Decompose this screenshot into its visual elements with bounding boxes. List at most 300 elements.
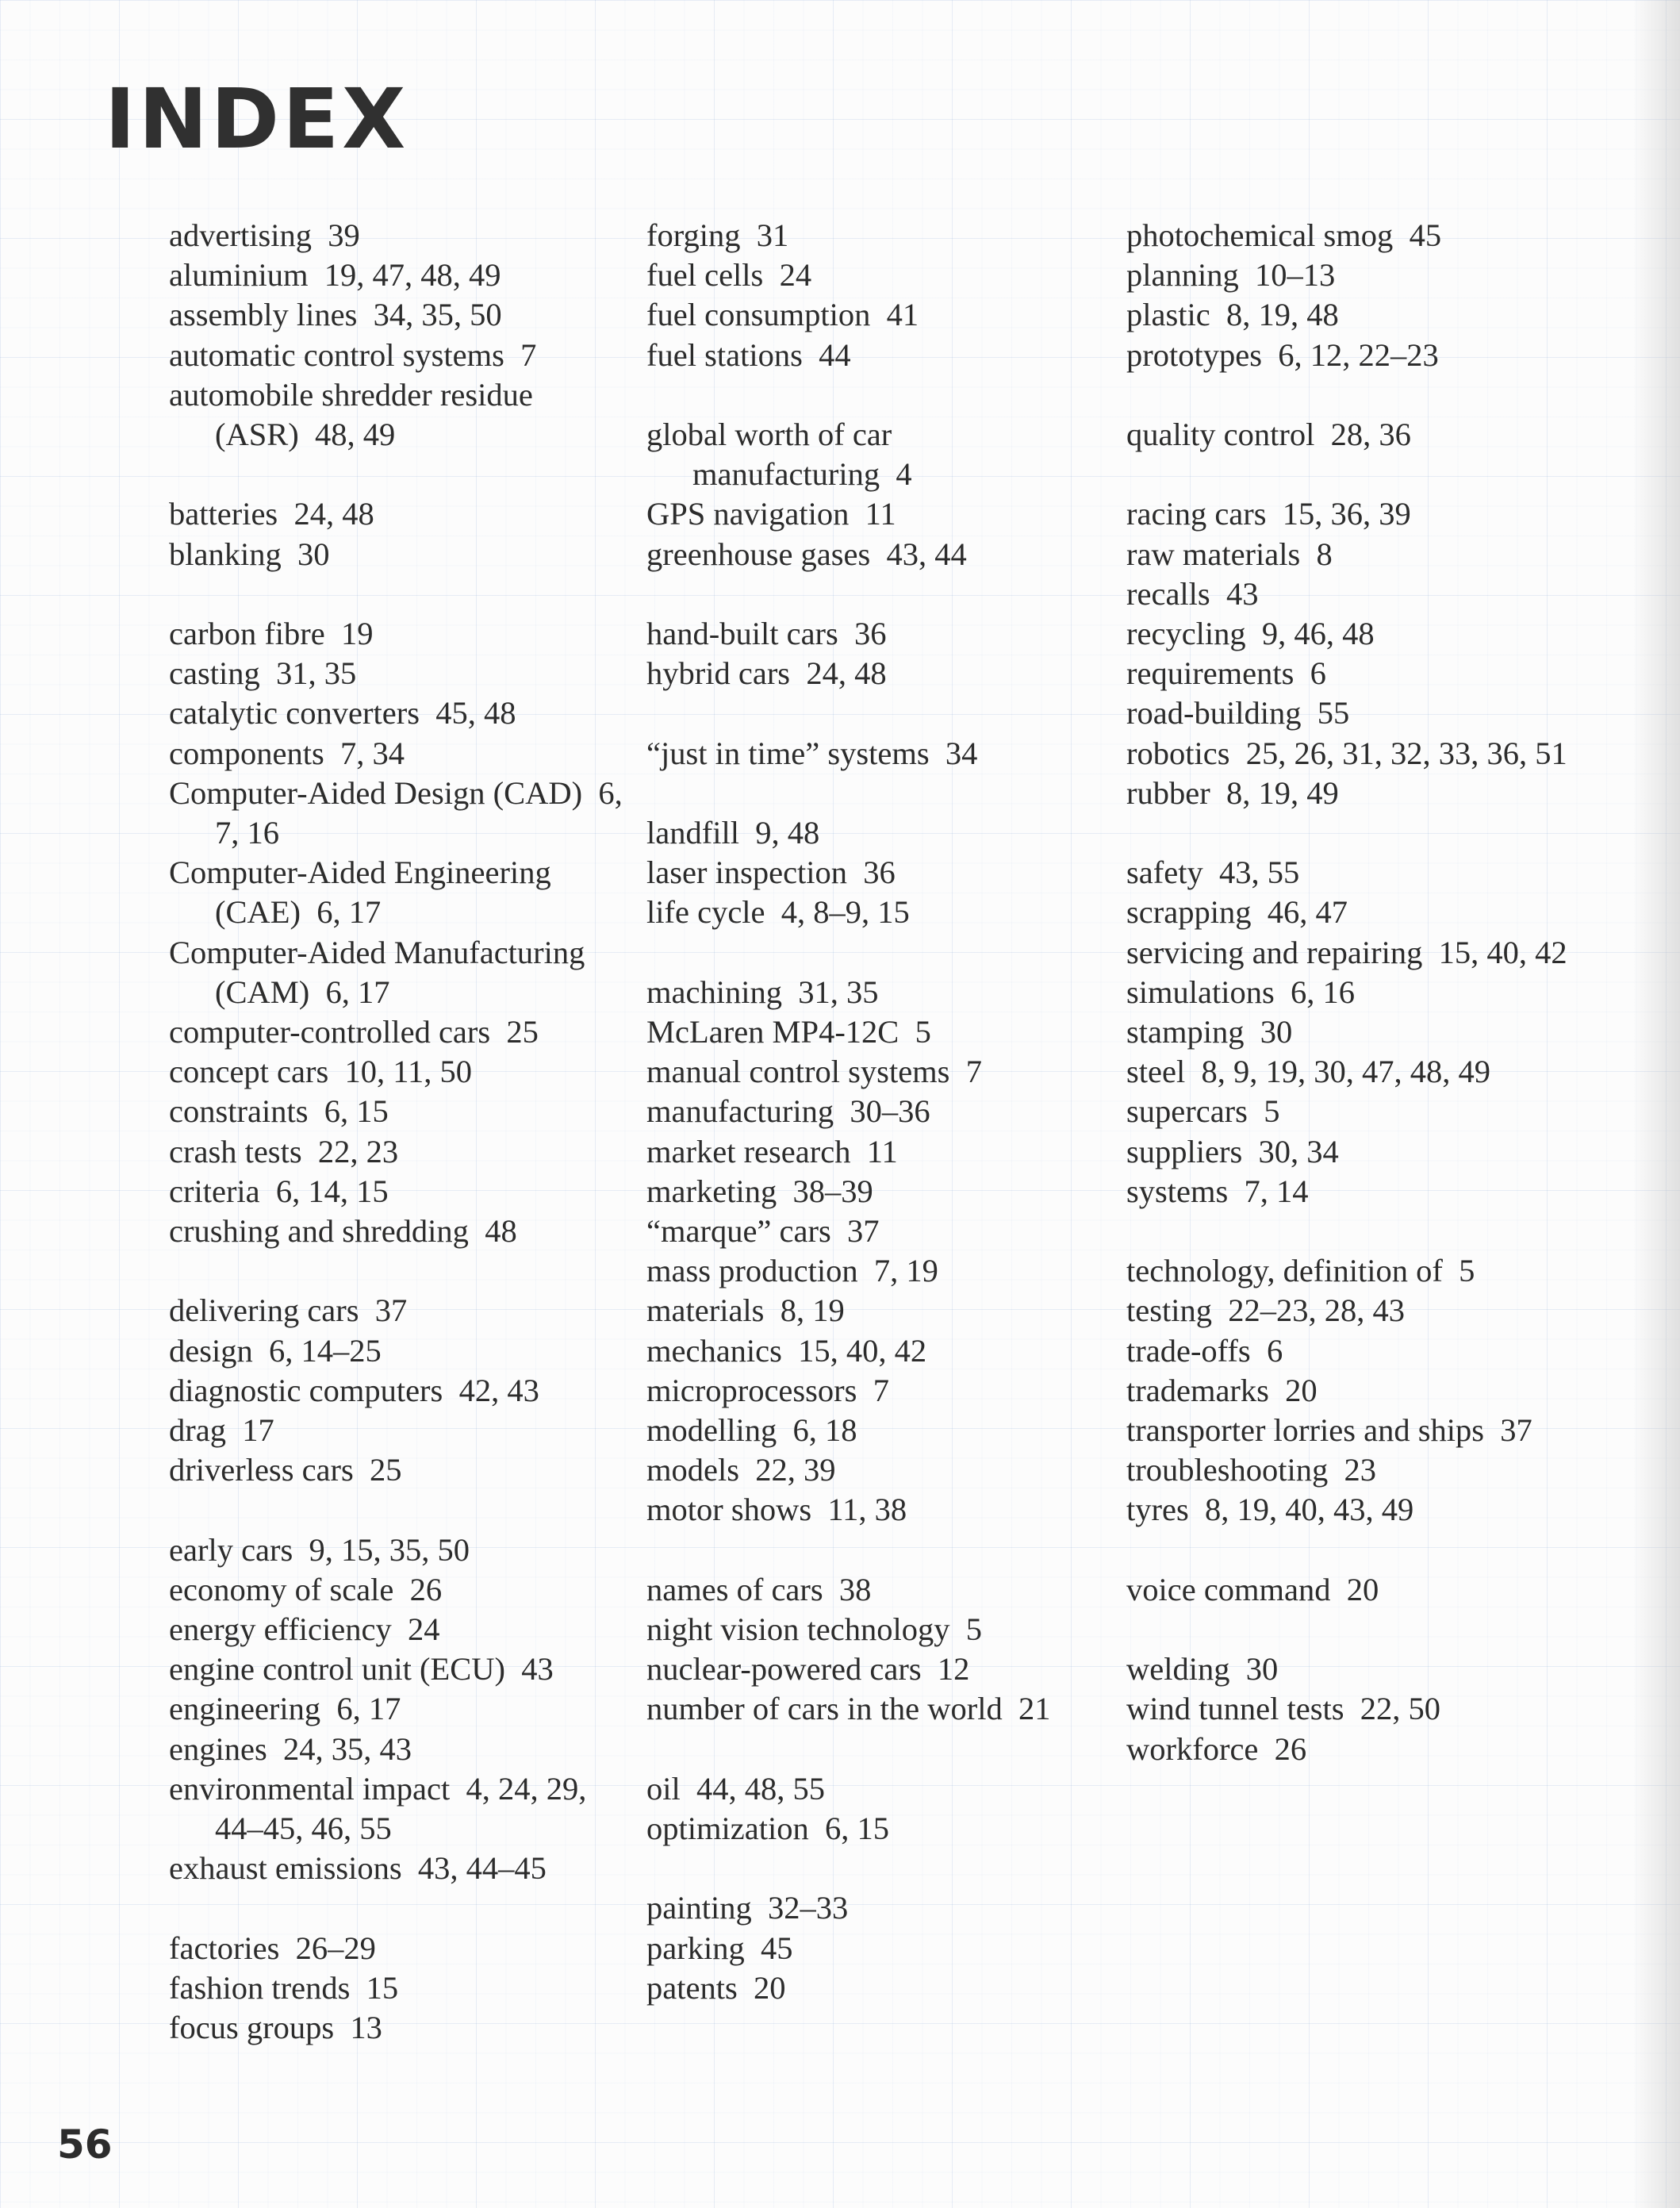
index-entry: [1126, 1172, 1602, 1212]
page-title: INDEX: [105, 71, 409, 167]
index-page-refs: 6, 16: [1291, 973, 1356, 1010]
index-term: parking: [646, 1930, 745, 1966]
index-entry: [646, 1012, 1114, 1052]
index-page-refs: 7, 19: [873, 1253, 938, 1289]
index-page-refs: 31, 35: [275, 655, 357, 692]
index-term: catalytic converters: [169, 695, 420, 732]
index-term: voice command: [1126, 1571, 1331, 1607]
index-entry: [1126, 1132, 1602, 1172]
index-entry: [169, 1331, 629, 1371]
index-term: machining: [646, 973, 782, 1010]
index-entry: [169, 853, 629, 932]
index-column-2: [646, 216, 1114, 2008]
index-term: diagnostic computers: [169, 1372, 443, 1408]
index-entry: [1126, 853, 1602, 893]
page-number: 56: [57, 2122, 113, 2168]
index-entry: [1126, 933, 1602, 973]
index-entry: [169, 535, 629, 574]
index-term: Computer-Aided Manufacturing (CAM): [169, 934, 585, 1010]
index-page-refs: 26: [1274, 1730, 1307, 1767]
index-term: scrapping: [1126, 894, 1252, 931]
index-term: nuclear-powered cars: [646, 1651, 922, 1688]
index-page-refs: 11, 38: [827, 1492, 907, 1528]
index-term: testing: [1126, 1292, 1212, 1329]
index-page-refs: 39: [328, 217, 360, 253]
index-page-refs: 17: [242, 1412, 274, 1449]
index-term: engine control unit (ECU): [169, 1651, 506, 1688]
index-page-refs: 8, 9, 19, 30, 47, 48, 49: [1201, 1054, 1490, 1090]
index-term: supercars: [1126, 1093, 1248, 1130]
index-entry: [169, 614, 629, 654]
index-term: focus groups: [169, 2010, 335, 2046]
index-page-refs: 24, 35, 43: [282, 1730, 412, 1767]
index-term: engines: [169, 1730, 267, 1767]
index-term: energy efficiency: [169, 1611, 392, 1648]
index-term: painting: [646, 1890, 752, 1926]
index-page-refs: 8, 19: [780, 1292, 845, 1329]
index-entry: [646, 1052, 1114, 1092]
index-entry: [169, 1012, 629, 1052]
index-entry: [1126, 654, 1602, 693]
index-entry: [1126, 336, 1602, 375]
index-entry: [1126, 893, 1602, 932]
index-term: McLaren MP4-12C: [646, 1013, 899, 1050]
index-entry: [169, 216, 629, 255]
index-term: microprocessors: [646, 1372, 857, 1408]
index-page-refs: 5: [1264, 1093, 1280, 1130]
index-page-refs: 24: [779, 257, 812, 294]
index-term: wind tunnel tests: [1126, 1691, 1344, 1727]
index-term: night vision technology: [646, 1611, 950, 1648]
index-term: raw materials: [1126, 536, 1301, 572]
index-term: number of cars in the world: [646, 1691, 1003, 1727]
index-term: crushing and shredding: [169, 1213, 469, 1250]
index-page-refs: 45: [760, 1930, 793, 1966]
index-page-refs: 21: [1018, 1691, 1051, 1727]
index-entry: [1126, 1649, 1602, 1689]
index-page-refs: 15, 40, 42: [1438, 934, 1567, 970]
index-term: exhaust emissions: [169, 1850, 402, 1887]
index-term: environmental impact: [169, 1770, 451, 1807]
index-entry: [169, 295, 629, 335]
index-entry: [1126, 1052, 1602, 1092]
index-entry: [169, 1929, 629, 1968]
index-term: technology, definition of: [1126, 1253, 1443, 1289]
index-entry: [169, 255, 629, 295]
index-page-refs: 7: [520, 336, 537, 373]
index-page-refs: 10, 11, 50: [344, 1054, 473, 1090]
index-page-refs: 34, 35, 50: [373, 297, 502, 333]
index-column-3: [1126, 216, 1602, 1769]
index-entry: [169, 1730, 629, 1769]
index-term: criteria: [169, 1173, 260, 1209]
index-term: road-building: [1126, 695, 1302, 732]
index-page-refs: 43, 44: [886, 536, 967, 572]
index-entry: [169, 1212, 629, 1251]
index-entry: [1126, 1411, 1602, 1450]
index-page-refs: 6, 15: [324, 1093, 389, 1130]
index-entry: [169, 1450, 629, 1490]
index-term: tyres: [1126, 1492, 1189, 1528]
index-entry: [646, 853, 1114, 893]
index-page-refs: 11: [865, 496, 896, 532]
index-entry: [1126, 1012, 1602, 1052]
index-page-refs: 20: [1285, 1372, 1318, 1408]
index-entry: [1126, 494, 1602, 534]
index-page-refs: 24, 48: [293, 496, 374, 532]
index-entry: [646, 295, 1114, 335]
index-entry: [169, 1689, 629, 1729]
index-page-refs: 38: [838, 1571, 872, 1607]
index-term: patents: [646, 1969, 738, 2006]
index-entry: [169, 1570, 629, 1610]
index-term: simulations: [1126, 973, 1275, 1010]
index-entry: [646, 1371, 1114, 1411]
index-entry: [169, 734, 629, 774]
index-term: steel: [1126, 1054, 1186, 1090]
index-entry: [1126, 1251, 1602, 1291]
index-page-refs: 30–36: [850, 1093, 930, 1130]
index-term: systems: [1126, 1173, 1229, 1209]
index-entry: [169, 1092, 629, 1131]
index-term: fashion trends: [169, 1969, 351, 2006]
index-term: aluminium: [169, 257, 309, 294]
index-term: “marque” cars: [646, 1213, 831, 1249]
index-page-refs: 28, 36: [1330, 417, 1411, 452]
index-page-refs: 36: [863, 854, 896, 891]
index-term: suppliers: [1126, 1133, 1243, 1169]
index-page-refs: 6, 18: [792, 1412, 857, 1449]
index-term: motor shows: [646, 1492, 812, 1528]
index-page-refs: 19: [341, 616, 374, 651]
index-page-refs: 26–29: [295, 1930, 376, 1966]
index-term: workforce: [1126, 1730, 1259, 1767]
index-term: racing cars: [1126, 496, 1267, 532]
index-entry: [169, 774, 629, 853]
index-entry: [646, 1929, 1114, 1968]
index-entry: [169, 1411, 629, 1450]
index-entry: [646, 494, 1114, 534]
index-page-refs: 20: [753, 1969, 786, 2006]
index-page-refs: 9, 46, 48: [1261, 616, 1375, 651]
index-page-refs: 44, 48, 55: [696, 1770, 826, 1807]
index-page-refs: 22, 39: [755, 1452, 836, 1488]
index-entry: [646, 255, 1114, 295]
index-entry: [169, 1530, 629, 1570]
index-entry: [646, 1411, 1114, 1450]
index-page-refs: 31, 35: [798, 973, 879, 1010]
index-entry: [646, 1809, 1114, 1849]
page-edge-shadow: [1632, 0, 1680, 2208]
index-entry: [646, 734, 1114, 774]
index-page-refs: 12: [937, 1651, 970, 1688]
index-term: global worth of car manufacturing: [646, 417, 892, 493]
index-page-refs: 4, 8–9, 15: [781, 894, 910, 931]
index-term: safety: [1126, 854, 1203, 891]
index-term: recycling: [1126, 616, 1246, 651]
index-entry: [169, 693, 629, 733]
index-page-refs: 23: [1344, 1452, 1376, 1488]
index-entry: [646, 1610, 1114, 1649]
index-page-refs: 38–39: [792, 1173, 873, 1209]
index-term: photochemical smog: [1126, 217, 1394, 253]
index-entry: [169, 336, 629, 375]
index-term: landfill: [646, 814, 739, 851]
index-entry: [646, 1331, 1114, 1371]
index-entry: [646, 1649, 1114, 1689]
index-entry: [646, 1689, 1114, 1729]
index-page-refs: 8, 19, 40, 43, 49: [1204, 1492, 1414, 1528]
index-term: welding: [1126, 1651, 1230, 1688]
index-entry: [169, 1132, 629, 1172]
index-entry: [1126, 1730, 1602, 1769]
index-page-refs: 45, 48: [435, 695, 516, 732]
index-term: marketing: [646, 1173, 777, 1209]
index-term: laser inspection: [646, 854, 848, 891]
index-term: modelling: [646, 1412, 777, 1449]
index-term: batteries: [169, 496, 278, 532]
index-page-refs: 15, 40, 42: [798, 1332, 927, 1369]
index-term: Computer-Aided Design (CAD): [169, 774, 583, 811]
index-entry: [646, 1968, 1114, 2008]
index-term: economy of scale: [169, 1571, 394, 1607]
index-term: fuel stations: [646, 336, 803, 373]
index-term: factories: [169, 1930, 280, 1966]
index-term: servicing and repairing: [1126, 934, 1423, 970]
index-term: oil: [646, 1770, 681, 1807]
index-term: crash tests: [169, 1133, 302, 1169]
index-page-refs: 55: [1317, 695, 1350, 732]
index-entry: [646, 336, 1114, 375]
index-page-refs: 6, 7, 16: [215, 774, 623, 851]
index-entry: [169, 1849, 629, 1888]
index-page-refs: 9, 15, 35, 50: [309, 1531, 470, 1568]
index-page-refs: 10–13: [1254, 257, 1336, 294]
index-page-refs: 44: [819, 336, 851, 373]
index-page-refs: 30: [297, 536, 330, 572]
index-term: early cars: [169, 1531, 293, 1568]
index-term: prototypes: [1126, 336, 1262, 373]
index-term: recalls: [1126, 575, 1210, 612]
index-entry: [1126, 1570, 1602, 1610]
index-term: materials: [646, 1292, 765, 1329]
index-term: carbon fibre: [169, 616, 325, 651]
index-entry: [646, 1888, 1114, 1928]
index-entry: [169, 1052, 629, 1092]
index-page-refs: 43: [521, 1651, 554, 1688]
index-term: fuel consumption: [646, 297, 871, 333]
index-page-refs: 41: [886, 297, 919, 333]
index-page-refs: 25, 26, 31, 32, 33, 36, 51: [1245, 735, 1567, 771]
index-page-refs: 5: [1459, 1253, 1475, 1289]
index-page-refs: 32–33: [767, 1890, 849, 1926]
index-entry: [646, 1092, 1114, 1131]
index-page-refs: 6, 17: [316, 894, 382, 931]
index-term: assembly lines: [169, 297, 358, 333]
index-page-refs: 43, 55: [1218, 854, 1300, 891]
index-term: engineering: [169, 1691, 321, 1727]
index-page-refs: 30: [1245, 1651, 1279, 1688]
index-term: automatic control systems: [169, 336, 504, 373]
index-page-refs: 25: [370, 1452, 402, 1488]
index-page-refs: 6, 12, 22–23: [1278, 336, 1439, 373]
index-page-refs: 48: [485, 1213, 517, 1250]
index-term: fuel cells: [646, 257, 764, 294]
index-entry: [1126, 295, 1602, 335]
index-entry: [646, 535, 1114, 574]
index-page-refs: 26: [409, 1571, 443, 1607]
index-entry: [169, 1291, 629, 1331]
index-entry: [1126, 973, 1602, 1012]
index-page-refs: 30, 34: [1258, 1133, 1339, 1169]
index-term: “just in time” systems: [646, 735, 930, 771]
index-entry: [1126, 774, 1602, 813]
index-entry: [646, 415, 1114, 494]
index-term: advertising: [169, 217, 312, 253]
index-entry: [169, 1371, 629, 1411]
index-page-refs: 25: [506, 1014, 539, 1050]
index-term: robotics: [1126, 735, 1230, 771]
index-term: quality control: [1126, 417, 1315, 452]
index-entry: [1126, 255, 1602, 295]
index-page-refs: 8, 19, 48: [1225, 297, 1339, 333]
index-page-refs: 4, 24, 29, 44–45, 46, 55: [215, 1770, 587, 1847]
index-page-refs: 37: [1500, 1412, 1532, 1449]
index-page-refs: 9, 48: [755, 814, 820, 851]
index-term: components: [169, 735, 324, 771]
index-entry: [646, 1291, 1114, 1331]
index-entry: [169, 933, 629, 1012]
index-page-refs: 45: [1409, 217, 1442, 253]
index-term: models: [646, 1452, 739, 1488]
index-term: market research: [646, 1133, 851, 1169]
index-page-refs: 42, 43: [458, 1372, 539, 1408]
index-entry: [1126, 1331, 1602, 1371]
index-entry: [646, 614, 1114, 654]
index-page-refs: 4: [896, 456, 912, 493]
index-page-refs: 13: [350, 2010, 382, 2046]
index-entry: [646, 1212, 1114, 1251]
index-entry: [646, 216, 1114, 255]
index-entry: [1126, 574, 1602, 614]
index-page-refs: 37: [846, 1213, 880, 1249]
index-term: requirements: [1126, 655, 1295, 692]
index-page-refs: 37: [374, 1292, 408, 1329]
index-page-refs: 43: [1225, 575, 1259, 612]
index-entry: [1126, 1092, 1602, 1131]
index-entry: [1126, 734, 1602, 774]
index-term: drag: [169, 1412, 226, 1449]
index-entry: [169, 1610, 629, 1649]
index-term: names of cars: [646, 1571, 823, 1607]
index-entry: [646, 973, 1114, 1012]
index-entry: [646, 813, 1114, 853]
index-term: Computer-Aided Engineering (CAE): [169, 854, 551, 931]
index-term: automobile shredder residue (ASR): [169, 376, 533, 453]
index-page-refs: 43, 44–45: [417, 1850, 547, 1887]
index-entry: [1126, 1450, 1602, 1490]
index-entry: [1126, 1490, 1602, 1530]
index-page-refs: 46, 47: [1267, 894, 1348, 931]
index-term: troubleshooting: [1126, 1452, 1329, 1488]
index-page-refs: 8, 19, 49: [1225, 774, 1339, 811]
index-entry: [646, 1450, 1114, 1490]
index-term: plastic: [1126, 297, 1210, 333]
index-page-refs: 19, 47, 48, 49: [324, 257, 501, 294]
index-page-refs: 30: [1260, 1014, 1293, 1050]
index-term: mass production: [646, 1253, 858, 1289]
index-term: forging: [646, 217, 741, 253]
index-term: trademarks: [1126, 1372, 1269, 1408]
index-entry: [169, 654, 629, 693]
index-term: manufacturing: [646, 1093, 834, 1130]
index-entry: [1126, 415, 1602, 455]
index-term: manual control systems: [646, 1054, 950, 1090]
index-entry: [1126, 1371, 1602, 1411]
index-term: concept cars: [169, 1054, 329, 1090]
index-term: computer-controlled cars: [169, 1014, 491, 1050]
index-term: blanking: [169, 536, 282, 572]
index-term: design: [169, 1332, 253, 1369]
index-term: transporter lorries and ships: [1126, 1412, 1485, 1449]
index-term: planning: [1126, 257, 1239, 294]
index-page-refs: 24: [407, 1611, 440, 1648]
index-page-refs: 6, 17: [325, 973, 390, 1010]
index-term: trade-offs: [1126, 1332, 1251, 1369]
index-entry: [1126, 1291, 1602, 1331]
index-page-refs: 36: [854, 616, 887, 651]
index-entry: [169, 494, 629, 534]
index-page-refs: 5: [915, 1013, 931, 1050]
index-term: constraints: [169, 1093, 309, 1130]
index-page-refs: 7: [873, 1372, 889, 1408]
index-entry: [1126, 216, 1602, 255]
index-entry: [646, 1570, 1114, 1610]
index-page-refs: 7, 34: [339, 735, 405, 771]
index-entry: [646, 893, 1114, 932]
index-page-refs: 6, 14, 15: [275, 1173, 389, 1209]
index-term: driverless cars: [169, 1452, 354, 1488]
index-page-refs: 6: [1266, 1332, 1283, 1369]
index-entry: [1126, 535, 1602, 574]
index-page-refs: 20: [1346, 1571, 1379, 1607]
index-entry: [646, 1132, 1114, 1172]
index-column-1: [169, 216, 629, 2048]
index-term: GPS navigation: [646, 496, 850, 532]
index-entry: [646, 654, 1114, 693]
index-entry: [169, 2008, 629, 2048]
index-term: rubber: [1126, 774, 1210, 811]
index-page-refs: 22, 50: [1360, 1691, 1440, 1727]
index-entry: [646, 1490, 1114, 1530]
index-page-refs: 22–23, 28, 43: [1228, 1292, 1405, 1329]
index-entry: [1126, 1689, 1602, 1729]
index-entry: [169, 1769, 629, 1849]
index-term: mechanics: [646, 1332, 782, 1369]
index-entry: [169, 375, 629, 455]
index-page-refs: 31: [756, 217, 789, 253]
index-page-refs: 15: [366, 1969, 399, 2006]
index-entry: [1126, 614, 1602, 654]
index-page-refs: 6: [1310, 655, 1326, 692]
index-entry: [169, 1172, 629, 1212]
index-term: greenhouse gases: [646, 536, 871, 572]
index-page-refs: 24, 48: [806, 655, 887, 692]
index-page-refs: 8: [1316, 536, 1333, 572]
index-entry: [646, 1769, 1114, 1809]
index-page-refs: 7, 14: [1244, 1173, 1309, 1209]
index-entry: [646, 1172, 1114, 1212]
